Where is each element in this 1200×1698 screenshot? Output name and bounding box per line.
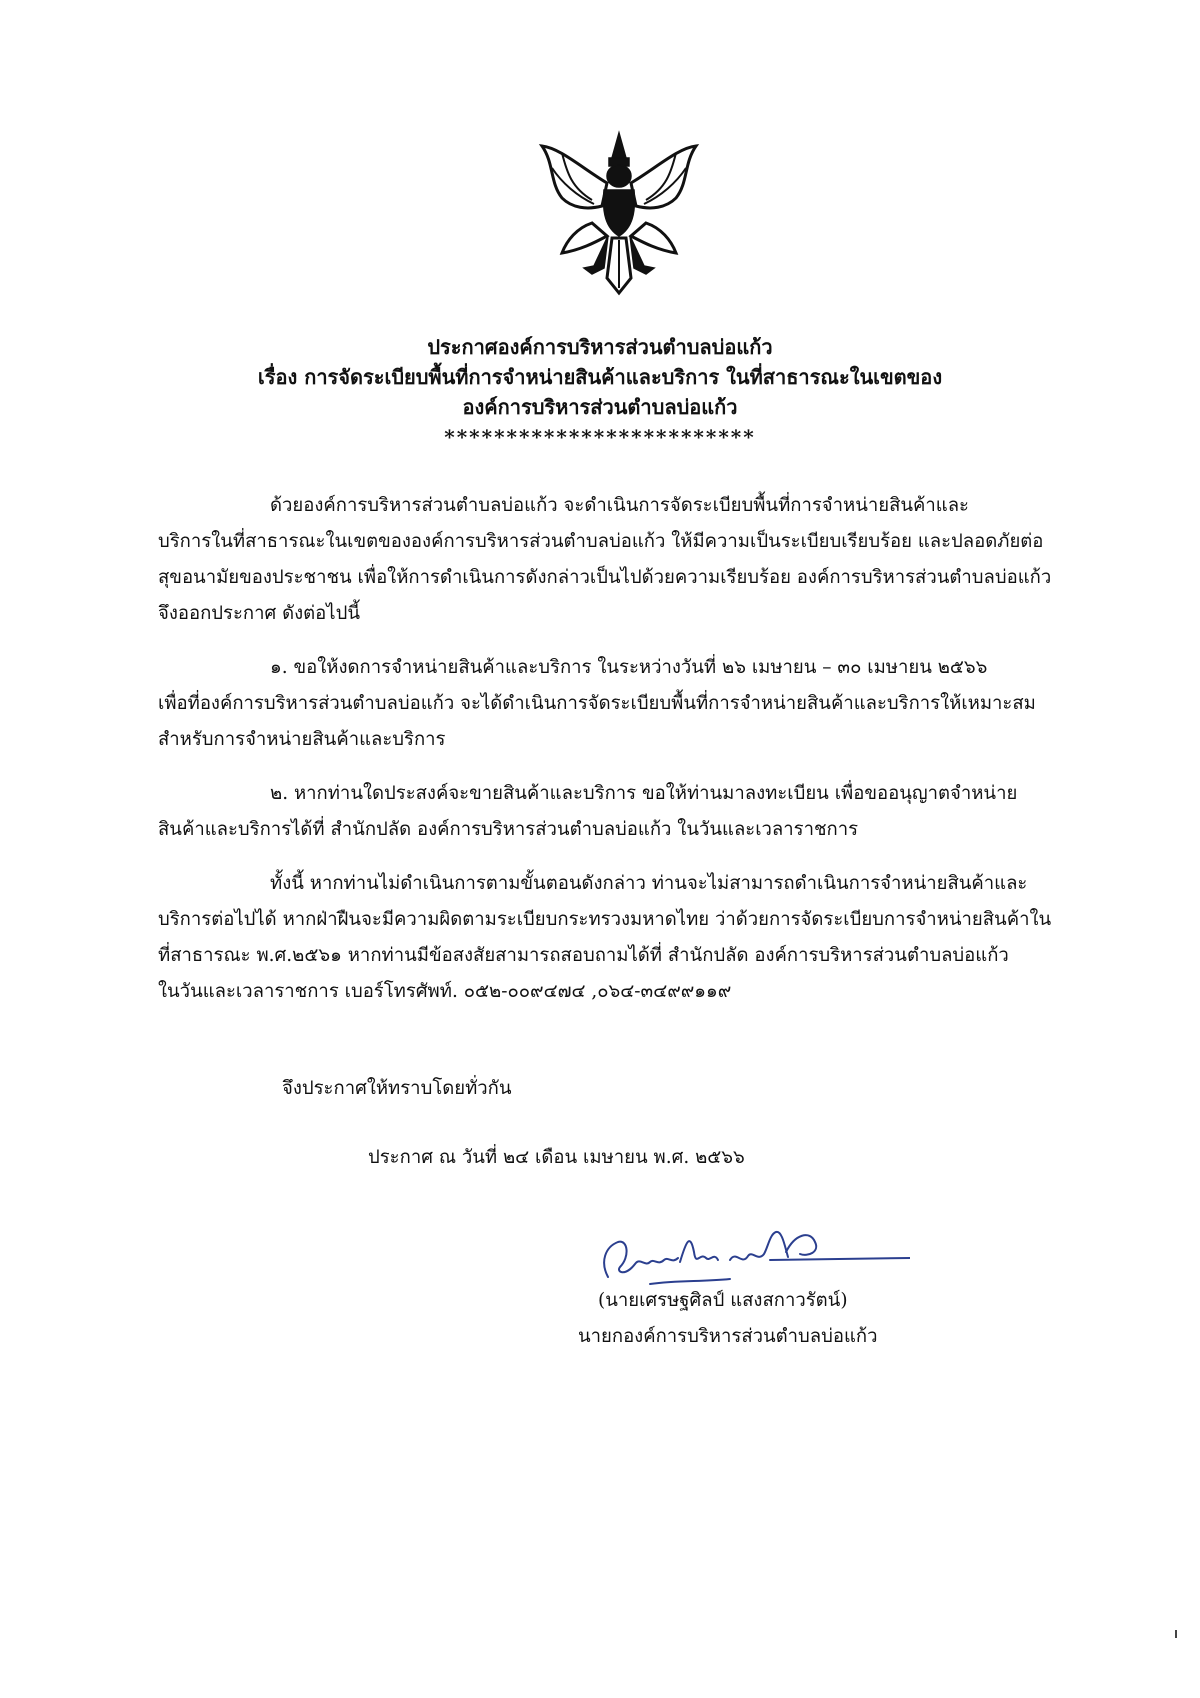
- closing-line-4: ในวันและเวลาราชการ เบอร์โทรศัพท์. ๐๕๒-๐๐๙๔๗๔ ,๐๖๔-๓๔๙๙๑๑๙: [158, 981, 732, 1002]
- title-separator: *************************: [444, 425, 756, 449]
- closing-line-1: ทั้งนี้ หากท่านไม่ดำเนินการตามขั้นตอนดังกล่าว ท่านจะไม่สามารถดำเนินการจำหน่ายสินค้าและ: [270, 873, 1028, 894]
- signatory-name: (นายเศรษฐศิลป์ แสงสกาวรัตน์): [598, 1290, 848, 1311]
- item-1-paragraph: [158, 650, 1088, 758]
- item-2-line-1: ๒. หากท่านใดประสงค์จะขายสินค้าและบริการ ขอให้ท่านมาลงทะเบียน เพื่อขออนุญาตจำหน่าย: [270, 783, 1018, 804]
- title-line-2: เรื่อง การจัดระเบียบพื้นที่การจำหน่ายสินค้าและบริการ ในที่สาธารณะในเขตของ: [257, 365, 943, 389]
- intro-line-3: สุขอนามัยของประชาชน เพื่อให้การดำเนินการดังกล่าวเป็นไปด้วยความเรียบร้อย องค์การบริหารส่วนตำบลบ่อแก้ว: [158, 567, 1052, 588]
- announce-line: จึงประกาศให้ทราบโดยทั่วกัน: [282, 1078, 512, 1099]
- intro-line-1: ด้วยองค์การบริหารส่วนตำบลบ่อแก้ว จะดำเนินการจัดระเบียบพื้นที่การจำหน่ายสินค้าและ: [270, 495, 969, 516]
- title-line-1: ประกาศองค์การบริหารส่วนตำบลบ่อแก้ว: [427, 335, 773, 359]
- intro-line-2: บริการในที่สาธารณะในเขตขององค์การบริหารส่วนตำบลบ่อแก้ว ให้มีความเป็นระเบียบเรียบร้อย และปลอดภัยต่อ: [158, 531, 1044, 552]
- intro-paragraph: [158, 488, 1088, 632]
- garuda-emblem-icon: [532, 128, 707, 303]
- item-2-paragraph: [158, 776, 1088, 848]
- item-1-line-3: สำหรับการจำหน่ายสินค้าและบริการ: [158, 729, 446, 750]
- item-1-line-1: ๑. ขอให้งดการจำหน่ายสินค้าและบริการ ในระหว่างวันที่ ๒๖ เมษายน – ๓๐ เมษายน ๒๕๖๖: [270, 657, 988, 678]
- scan-mark: [1175, 1630, 1177, 1638]
- title-line-3: องค์การบริหารส่วนตำบลบ่อแก้ว: [462, 395, 738, 419]
- intro-line-4: จึงออกประกาศ ดังต่อไปนี้: [158, 603, 360, 624]
- closing-paragraph: [158, 866, 1088, 1010]
- signature-image: [590, 1222, 910, 1292]
- closing-line-3: ที่สาธารณะ พ.ศ.๒๕๖๑ หากท่านมีข้อสงสัยสามารถสอบถามได้ที่ สำนักปลัด องค์การบริหารส่วนตำบลบ่อแก้ว: [158, 945, 1009, 966]
- signatory-position: นายกองค์การบริหารส่วนตำบลบ่อแก้ว: [578, 1326, 878, 1347]
- item-2-line-2: สินค้าและบริการได้ที่ สำนักปลัด องค์การบริหารส่วนตำบลบ่อแก้ว ในวันและเวลาราชการ: [158, 819, 859, 840]
- announce-date: ประกาศ ณ วันที่ ๒๔ เดือน เมษายน พ.ศ. ๒๕๖๖: [368, 1147, 745, 1168]
- document-heading: [0, 332, 1200, 452]
- closing-line-2: บริการต่อไปได้ หากฝ่าฝืนจะมีความผิดตามระเบียบกระทรวงมหาดไทย ว่าด้วยการจัดระเบียบการจำหน่ายสินค้าใน: [158, 909, 1052, 930]
- item-1-line-2: เพื่อที่องค์การบริหารส่วนตำบลบ่อแก้ว จะได้ดำเนินการจัดระเบียบพื้นที่การจำหน่ายสินค้าและบริการให้เหมาะสม: [158, 693, 1036, 714]
